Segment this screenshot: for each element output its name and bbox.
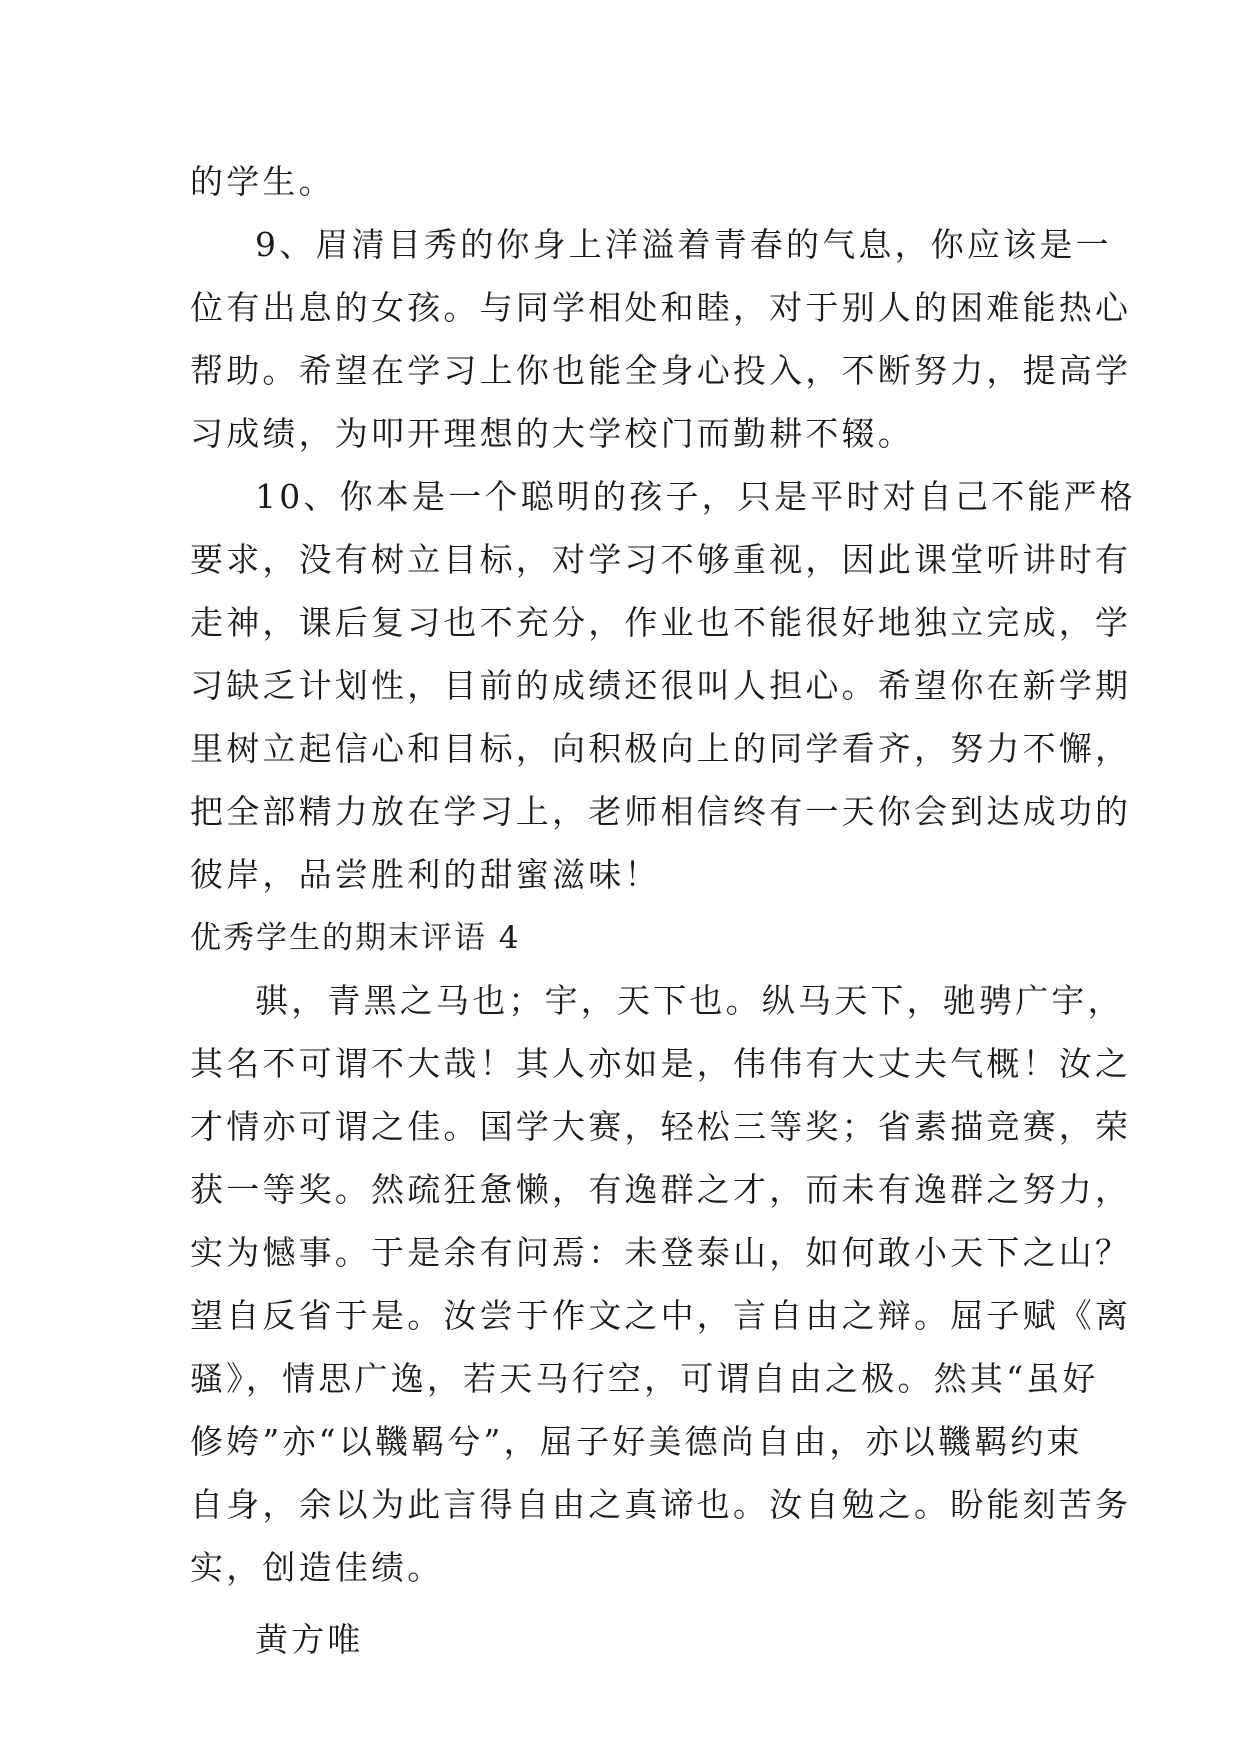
text-line: 获一等奖。然疏狂惫懒，有逸群之才，而未有逸群之努力， [190,1170,1132,1209]
text-line: 里树立起信心和目标，向积极向上的同学看齐，努力不懈， [190,729,1132,768]
text-line: 修姱”亦“以鞿羁兮”，屈子好美德尚自由，亦以鞿羁约束 [190,1422,1083,1461]
signature-name: 黄方唯 [255,1620,364,1659]
comment-10-line: 10、你本是一个聪明的孩子，只是平时对自己不能严格 [255,477,1136,516]
text-line: 彼岸，品尝胜利的甜蜜滋味！ [190,855,661,894]
text-line: 望自反省于是。汝尝于作文之中，言自由之辩。屈子赋《离 [190,1296,1132,1335]
text-line: 的学生。 [190,162,335,201]
section-heading: 优秀学生的期末评语 4 [190,920,521,956]
text-line: 要求，没有树立目标，对学习不够重视，因此课堂听讲时有 [190,540,1132,579]
text-line: 把全部精力放在学习上，老师相信终有一天你会到达成功的 [190,792,1132,831]
text-line: 其名不可谓不大哉！其人亦如是，伟伟有大丈夫气概！汝之 [190,1044,1132,1083]
text-line: 自身，余以为此言得自由之真谛也。汝自勉之。盼能刻苦务 [190,1485,1132,1524]
paragraph-start-line: 骐，青黑之马也；宇，天下也。纵马天下，驰骋广宇， [255,981,1124,1020]
text-line: 才情亦可谓之佳。国学大赛，轻松三等奖；省素描竞赛，荣 [190,1107,1132,1146]
text-line: 骚》，情思广逸，若天马行空，可谓自由之极。然其“虽好 [190,1359,1099,1398]
text-line: 帮助。希望在学习上你也能全身心投入，不断努力，提高学 [190,351,1132,390]
text-line: 习缺乏计划性，目前的成绩还很叫人担心。希望你在新学期 [190,666,1132,705]
text-line: 习成绩，为叩开理想的大学校门而勤耕不辍。 [190,414,914,453]
text-line: 实为憾事。于是余有问焉：未登泰山，如何敢小天下之山？ [190,1233,1132,1272]
text-line: 走神，课后复习也不充分，作业也不能很好地独立完成，学 [190,603,1132,642]
comment-9-line: 9、眉清目秀的你身上洋溢着青春的气息，你应该是一 [255,225,1112,264]
text-line: 实，创造佳绩。 [190,1548,444,1587]
text-line: 位有出息的女孩。与同学相处和睦，对于别人的困难能热心 [190,288,1132,327]
